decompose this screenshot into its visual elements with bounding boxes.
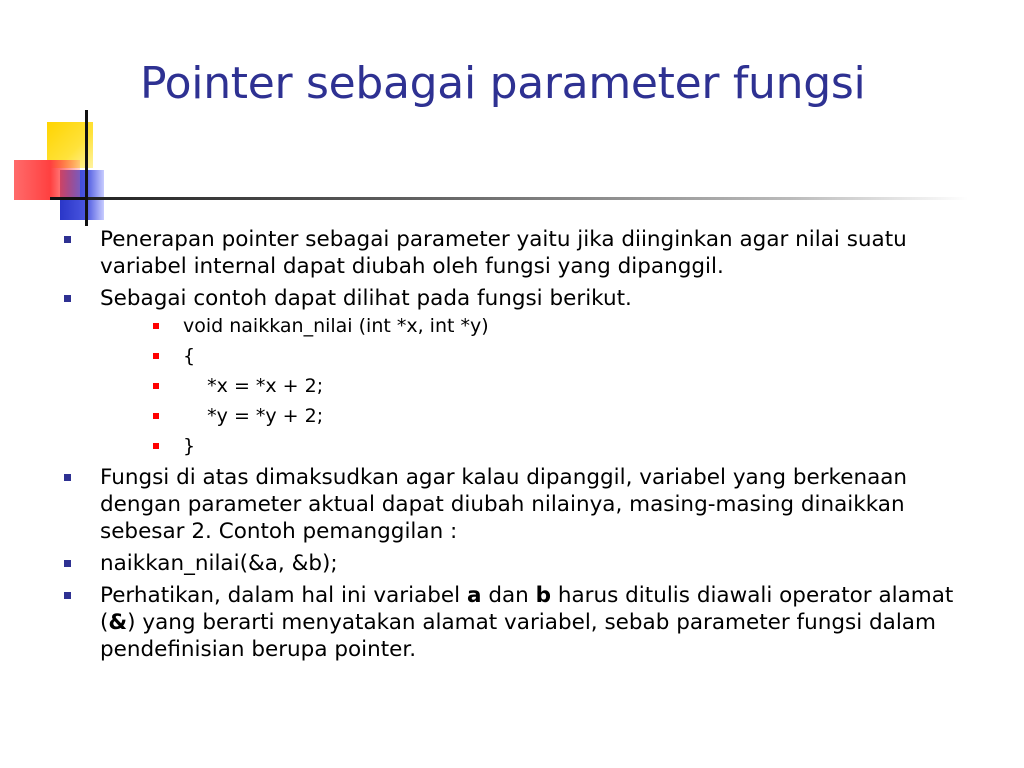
code-text: } xyxy=(183,435,196,457)
text-segment: dan xyxy=(481,583,536,608)
square-bullet-icon xyxy=(153,323,159,329)
bullet-item xyxy=(62,464,982,545)
text-segment: Perhatikan, dalam hal ini variabel xyxy=(100,583,467,608)
square-bullet-icon xyxy=(153,413,159,419)
square-bullet-icon xyxy=(64,592,71,599)
logo-red-bar xyxy=(14,160,80,200)
square-bullet-icon xyxy=(153,383,159,389)
code-text: void naikkan_nilai (int *x, int *y) xyxy=(183,315,489,337)
square-bullet-icon xyxy=(64,474,71,481)
text-segment: ) yang berarti menyatakan alamat variabel, sebab parameter fungsi dalam pendefinisian berupa pointer. xyxy=(100,610,936,662)
slide-title: Pointer sebagai parameter fungsi xyxy=(140,58,866,109)
bullet-text xyxy=(100,583,953,662)
bold-ampersand: & xyxy=(108,610,128,635)
code-line xyxy=(100,344,982,369)
code-sub-list xyxy=(100,314,982,459)
bold-variable-a: a xyxy=(466,583,482,608)
logo-vertical-line xyxy=(85,110,88,226)
code-line xyxy=(100,434,982,459)
bullet-item xyxy=(62,582,982,663)
code-line xyxy=(100,374,982,399)
code-text: *x = *x + 2; xyxy=(183,375,324,397)
code-line xyxy=(100,404,982,429)
code-text: *y = *y + 2; xyxy=(183,405,324,427)
square-bullet-icon xyxy=(153,353,159,359)
bullet-text: Sebagai contoh dapat dilihat pada fungsi berikut. xyxy=(100,286,632,311)
text-segment: harus ditulis diawali operator alamat ( xyxy=(100,583,954,635)
bullet-text: naikkan_nilai(&a, &b); xyxy=(100,551,338,576)
bullet-item xyxy=(62,550,982,577)
square-bullet-icon xyxy=(64,560,71,567)
square-bullet-icon xyxy=(153,443,159,449)
bold-variable-b: b xyxy=(535,583,552,608)
bullet-text: Penerapan pointer sebagai parameter yaitu jika diinginkan agar nilai suatu variabel internal dapat diubah oleh fungsi yang dipanggil. xyxy=(100,227,907,279)
bullet-item xyxy=(62,285,982,459)
square-bullet-icon xyxy=(64,295,71,302)
title-divider xyxy=(88,197,968,200)
bullet-text: Fungsi di atas dimaksudkan agar kalau dipanggil, variabel yang berkenaan dengan parameter aktual dapat diubah nilainya, masing-masing dinaikkan sebesar 2. Contoh pemanggilan : xyxy=(100,465,908,544)
code-line xyxy=(100,314,982,339)
square-bullet-icon xyxy=(64,236,71,243)
code-text: { xyxy=(183,345,196,367)
bullet-item xyxy=(62,226,982,280)
bullet-list xyxy=(62,226,982,668)
